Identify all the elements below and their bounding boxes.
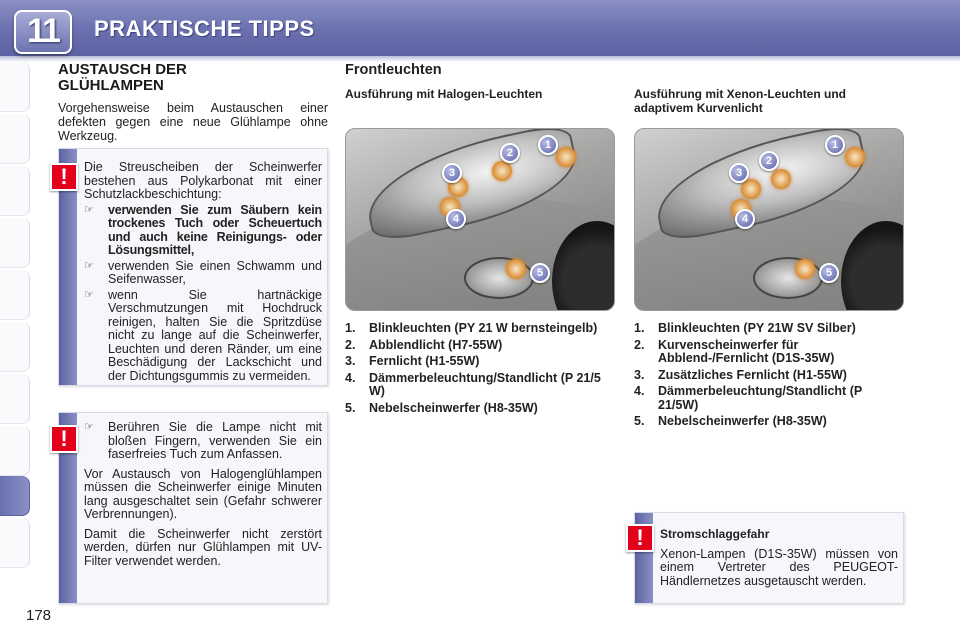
item-text: Abblendlicht (H7-55W)	[369, 337, 503, 352]
shock-warning-title: Stromschlaggefahr	[660, 527, 770, 541]
chapter-tab-active[interactable]	[0, 476, 30, 516]
item-text: Nebelscheinwerfer (H8-35W)	[369, 400, 538, 415]
chapter-number: 11	[27, 12, 59, 50]
item-number: 3.	[345, 354, 356, 368]
halogen-bulb-list	[345, 322, 613, 418]
chapter-tabs	[0, 62, 32, 582]
front-lights-title: Frontleuchten	[345, 62, 442, 78]
item-number: 1.	[345, 321, 356, 335]
warning-bullet-text: wenn Sie hartnäckige Verschmutzungen mit Hochdruck reinigen, halten Sie die Spritzdüse nicht zu lange auf die Scheinwerfer, Leuchten und deren Ränder, um eine Beschädigung der Lackschicht und der Dichtungsgummis zu vermeiden.	[108, 287, 322, 383]
halogen-headlight-image	[345, 128, 615, 311]
warning-icon: !	[50, 163, 78, 191]
item-text: Zusätzliches Fernlicht (H1-55W)	[658, 367, 847, 382]
warning-bullet-text: Berühren Sie die Lampe nicht mit bloßen Fingern, verwenden Sie ein faserfreies Tuch zum Anfassen.	[108, 420, 322, 461]
item-text: Fernlicht (H1-55W)	[369, 354, 480, 368]
callout-1: 1	[538, 135, 558, 155]
page-title: PRAKTISCHE TIPPS	[94, 16, 315, 41]
list-item	[345, 372, 613, 399]
bulb-marker	[506, 259, 526, 279]
callout-5: 5	[819, 263, 839, 283]
warning-content	[84, 161, 322, 383]
callout-1: 1	[825, 135, 845, 155]
chapter-tab[interactable]	[0, 322, 30, 372]
chapter-tab[interactable]	[0, 374, 30, 424]
callout-2: 2	[759, 151, 779, 171]
warning-bullet-text: verwenden Sie einen Schwamm und Seifenwasser,	[108, 258, 322, 286]
page-number: 178	[26, 607, 52, 624]
bulb-marker	[845, 147, 865, 167]
item-number: 4.	[634, 384, 645, 398]
chapter-tab[interactable]	[0, 114, 30, 164]
pointing-hand-icon: ☞	[84, 288, 94, 301]
chapter-tab[interactable]	[0, 518, 30, 568]
bulb-marker	[795, 259, 815, 279]
item-number: 5.	[345, 400, 356, 415]
shock-warning-text: Xenon-Lampen (D1S-35W) müssen von einem Vertreter des PEUGEOT-Händlernetzes ausgetauscht werden.	[660, 546, 898, 588]
callout-4: 4	[735, 209, 755, 229]
list-item	[345, 339, 613, 353]
list-item	[634, 339, 884, 366]
item-number: 3.	[634, 367, 645, 382]
bulb-marker	[741, 179, 761, 199]
chapter-tab[interactable]	[0, 62, 30, 112]
chapter-tab[interactable]	[0, 426, 30, 476]
xenon-variant-title: Ausführung mit Xenon-Leuchten und adaptivem Kurvenlicht	[634, 87, 846, 115]
callout-3: 3	[442, 163, 462, 183]
warning-bullet	[84, 204, 322, 258]
halogen-variant-title: Ausführung mit Halogen-Leuchten	[345, 87, 543, 101]
item-text: Dämmerbeleuchtung/Standlicht (P 21/5 W)	[369, 370, 601, 398]
pointing-hand-icon: ☞	[84, 259, 94, 272]
warning-bullet	[84, 260, 322, 287]
callout-4: 4	[446, 209, 466, 229]
list-item	[345, 355, 613, 369]
list-item	[345, 402, 613, 416]
warning-bullet-text: verwenden Sie zum Säubern kein trockenes Tuch oder Scheuertuch und auch keine Reinigungs- oder Lösungsmittel,	[108, 202, 322, 257]
warning-paragraph: Damit die Scheinwerfer nicht zerstört werden, dürfen nur Glühlampen mit UV-Filter verwendet werden.	[84, 526, 322, 568]
warning-icon: !	[626, 524, 654, 552]
list-item	[345, 322, 613, 336]
warning-content	[84, 421, 322, 568]
pointing-hand-icon: ☞	[84, 421, 94, 433]
bulb-marker	[771, 169, 791, 189]
item-text: Kurvenscheinwerfer für Abblend-/Fernlicht (D1S-35W)	[658, 337, 835, 365]
warning-paragraph: Vor Austausch von Halogenglühlampen müssen die Scheinwerfer einige Minuten lang ausgeschaltet sein (Gefahr schwerer Verbrennungen).	[84, 466, 322, 521]
xenon-bulb-list	[634, 322, 884, 432]
warning-bullet	[84, 421, 322, 462]
bulb-marker	[556, 147, 576, 167]
chapter-tab[interactable]	[0, 218, 30, 268]
callout-5: 5	[530, 263, 550, 283]
section-title: AUSTAUSCH DER GLÜHLAMPEN	[58, 61, 187, 94]
chapter-tab[interactable]	[0, 270, 30, 320]
warning-bullet	[84, 289, 322, 384]
callout-3: 3	[729, 163, 749, 183]
xenon-headlight-image	[634, 128, 904, 311]
chapter-tab[interactable]	[0, 166, 30, 216]
intro-text: Vorgehensweise beim Austauschen einer defekten gegen eine neue Glühlampe ohne Werkzeug.	[58, 101, 328, 143]
item-number: 2.	[634, 337, 645, 352]
list-item	[634, 385, 884, 412]
item-text: Blinkleuchten (PY 21 W bernsteingelb)	[369, 321, 598, 335]
list-item	[634, 322, 884, 336]
shock-warning-content	[660, 528, 898, 588]
item-number: 2.	[345, 337, 356, 352]
item-text: Nebelscheinwerfer (H8-35W)	[658, 414, 827, 428]
bulb-marker	[492, 161, 512, 181]
list-item	[634, 415, 884, 429]
item-text: Blinkleuchten (PY 21W SV Silber)	[658, 321, 856, 335]
item-number: 1.	[634, 321, 645, 335]
item-text: Dämmerbeleuchtung/Standlicht (P 21/5W)	[658, 384, 862, 412]
list-item	[634, 369, 884, 383]
pointing-hand-icon: ☞	[84, 203, 94, 216]
warning-intro: Die Streuscheiben der Scheinwerfer bestehen aus Polykarbonat mit einer Schutzlackbeschichtung:	[84, 160, 322, 201]
item-number: 4.	[345, 370, 356, 385]
warning-icon: !	[50, 425, 78, 453]
item-number: 5.	[634, 414, 645, 428]
callout-2: 2	[500, 143, 520, 163]
